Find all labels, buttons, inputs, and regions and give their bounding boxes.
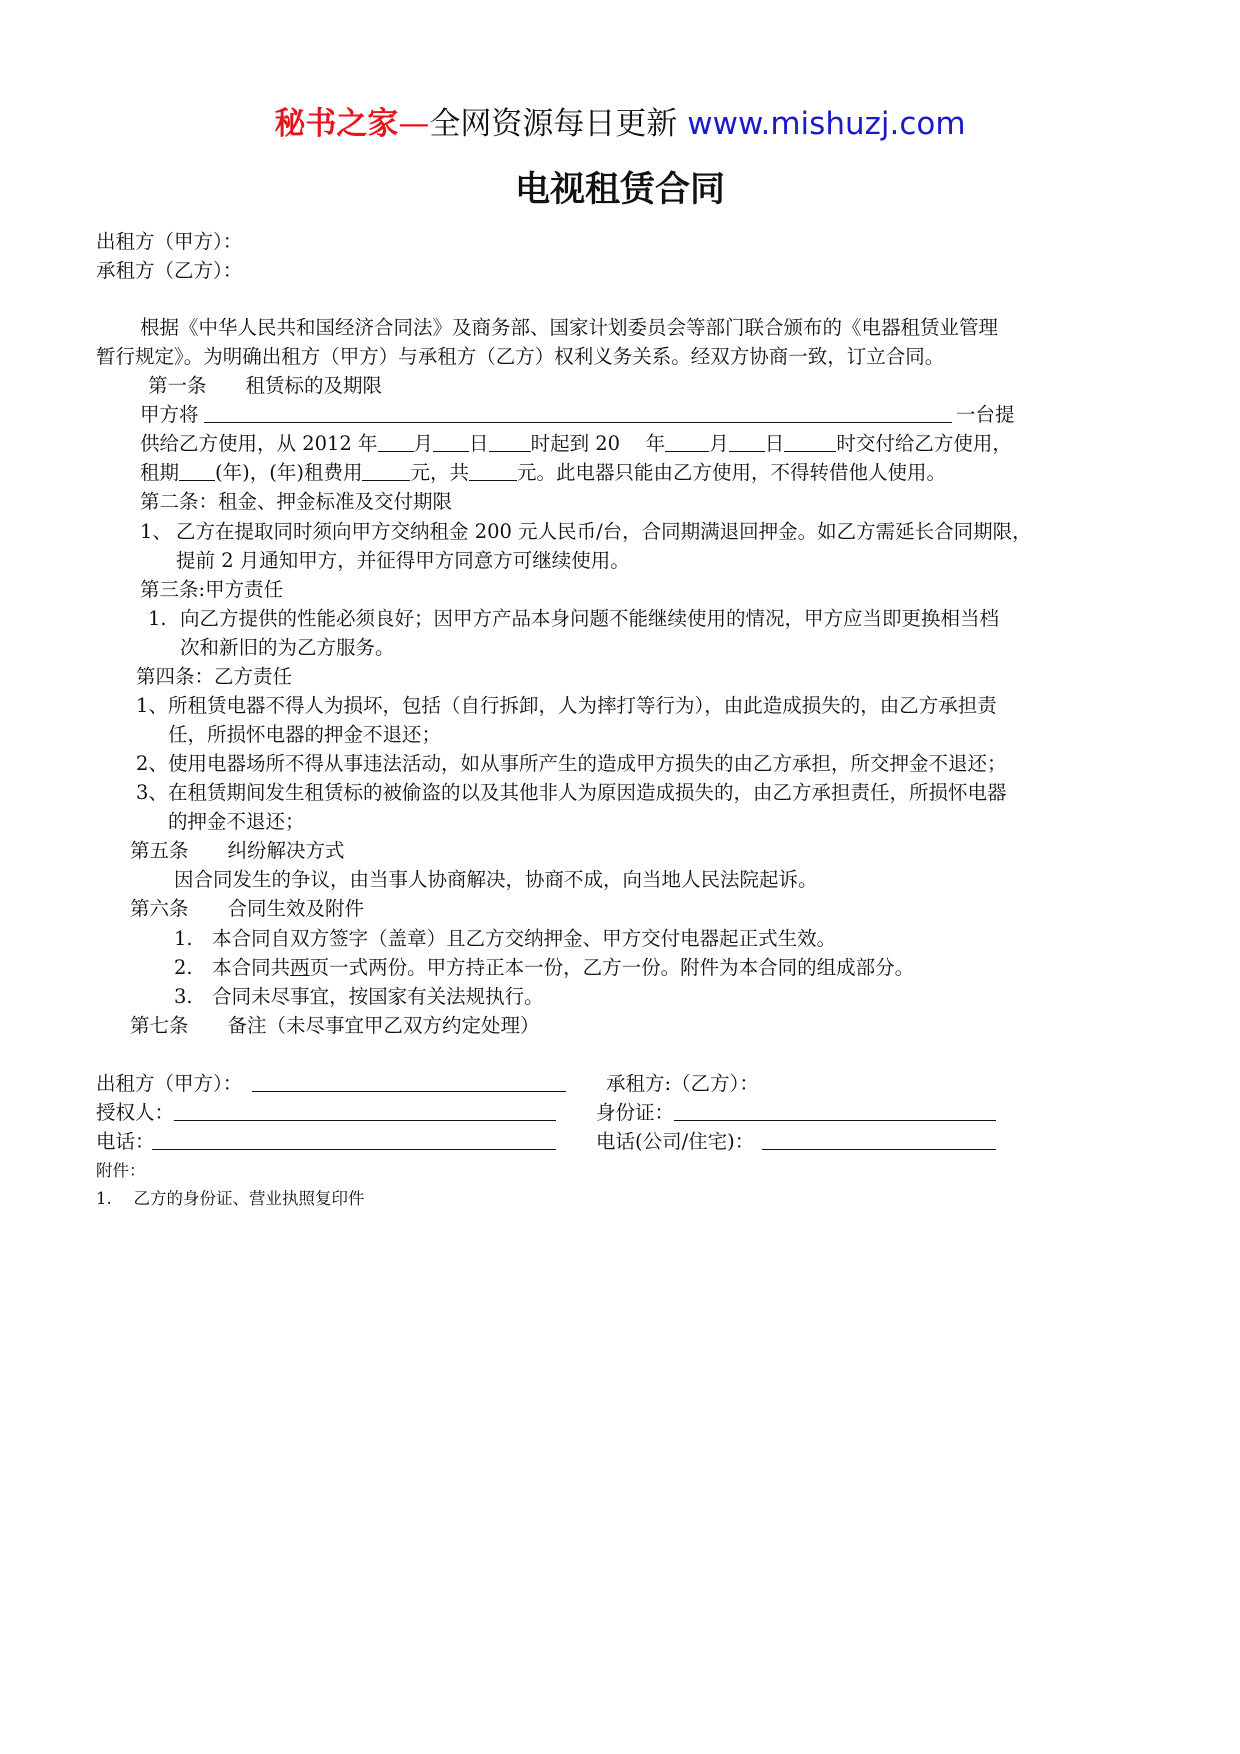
article-4-item-3-number: 3、	[136, 781, 168, 804]
intro-line-1: 根据《中华人民共和国经济合同法》及商务部、国家计划委员会等部门联合颁布的《电器租赁业管理	[140, 316, 999, 339]
article-5-heading: 第五条 纠纷解决方式	[130, 839, 345, 862]
sign-phone-company-label: 电话(公司/住宅)：	[596, 1130, 755, 1153]
end-month-label: 月	[709, 432, 729, 455]
start-hour-blank	[489, 431, 531, 452]
day-label: 日	[469, 432, 489, 455]
article-5-body: 因合同发生的争议，由当事人协商解决，协商不成，向当地人民法院起诉。	[174, 868, 818, 891]
sign-lessee-label: 承租方:（乙方）：	[606, 1072, 759, 1095]
fee-label: (年)，(年)租费用	[215, 461, 363, 484]
article-6-item-3: 3. 合同未尽事宜，按国家有关法规执行。	[174, 985, 544, 1008]
banner-brand: 秘书之家	[274, 106, 399, 142]
article-7-heading: 第七条 备注（未尽事宜甲乙双方约定处理）	[130, 1014, 540, 1037]
end-month-blank	[665, 431, 709, 452]
article-4-item-2-line-1: 使用电器场所不得从事违法活动，如从事所产生的造成甲方损失的由乙方承担，所交押金不退还；	[168, 752, 1007, 775]
banner-dash: —	[398, 106, 430, 142]
sign-agent-blank	[174, 1120, 556, 1121]
article-4-item-1-line-1: 所租赁电器不得人为损坏，包括（自行拆卸，人为摔打等行为），由此造成损失的，由乙方承担责	[168, 694, 997, 717]
article-1-from-label: 供给乙方使用，从 2012 年	[140, 432, 378, 455]
article-1-line-1-start: 甲方将	[140, 403, 199, 426]
article-3-item-1-number: 1.	[148, 607, 167, 630]
article-1-heading: 第一条 租赁标的及期限	[148, 374, 383, 397]
sign-id-blank	[674, 1120, 996, 1121]
sign-phone-label: 电话：	[96, 1130, 155, 1153]
article-4-item-3-line-2: 的押金不退还；	[168, 810, 305, 833]
lessor-line: 出租方（甲方）：	[96, 230, 243, 253]
article-2-item-1-line-1: 乙方在提取同时须向甲方交纳租金 200 元人民币/台，合同期满退回押金。如乙方需延长合同期限，	[176, 520, 1032, 543]
banner-slogan: 全网资源每日更新	[429, 106, 678, 142]
banner-url-link[interactable]: www.mishuzj.com	[687, 106, 966, 142]
article-4-item-1-number: 1、	[136, 694, 168, 717]
sign-lessor-label: 出租方（甲方）：	[96, 1072, 243, 1095]
fee-blank	[362, 460, 410, 481]
end-hour-blank	[784, 431, 836, 452]
page-count-value: 两	[290, 956, 310, 979]
month-label: 月	[413, 432, 434, 455]
attachment-item-1: 1. 乙方的身份证、营业执照复印件	[96, 1189, 365, 1208]
article-1-line-2	[140, 430, 1012, 458]
tv-description-blank	[204, 422, 952, 423]
article-1-line-3	[140, 459, 946, 487]
sign-lessor-blank	[252, 1091, 566, 1092]
article-2-item-1-number: 1、	[140, 520, 172, 543]
article-2-item-1-line-2: 提前 2 月通知甲方，并征得甲方同意方可继续使用。	[176, 549, 630, 572]
article-3-item-1-line-1: 向乙方提供的性能必须良好；因甲方产品本身问题不能继续使用的情况，甲方应当即更换相当档	[180, 607, 1000, 630]
article-6-item-2	[174, 954, 914, 982]
sign-agent-label: 授权人：	[96, 1101, 175, 1124]
term-blank	[179, 460, 215, 481]
article-6-item-2-start: 2. 本合同共	[174, 956, 291, 979]
start-day-blank	[433, 431, 469, 452]
article-4-heading: 第四条：乙方责任	[136, 665, 293, 688]
article-6-item-2-end: 页一式两份。甲方持正本一份，乙方一份。附件为本合同的组成部分。	[309, 956, 915, 979]
end-day-label: 日	[764, 432, 785, 455]
sign-id-label: 身份证：	[596, 1101, 675, 1124]
total-label: 元，共	[410, 461, 469, 484]
sign-phone-blank	[152, 1149, 556, 1150]
article-6-heading: 第六条 合同生效及附件	[130, 897, 365, 920]
article-6-item-1: 1. 本合同自双方签字（盖章）且乙方交纳押金、甲方交付电器起正式生效。	[174, 927, 837, 950]
document-title: 电视租赁合同	[514, 170, 725, 210]
article-4-item-2-number: 2、	[136, 752, 168, 775]
article-3-item-1-line-2: 次和新旧的为乙方服务。	[180, 636, 395, 659]
intro-line-2: 暂行规定》。为明确出租方（甲方）与承租方（乙方）权利义务关系。经双方协商一致，订立合同。	[96, 345, 945, 368]
article-4-item-1-line-2: 任，所损怀电器的押金不退还；	[168, 723, 442, 746]
attachments-label: 附件：	[96, 1161, 146, 1180]
article-1-line-1-end: 一台提	[956, 403, 1015, 426]
to-year-label: 时起到 20 年	[530, 432, 666, 455]
end-day-blank	[729, 431, 765, 452]
site-banner	[0, 104, 1240, 144]
usage-restriction: 元。此电器只能由乙方使用，不得转借他人使用。	[516, 461, 946, 484]
term-label: 租期	[140, 461, 180, 484]
start-month-blank	[378, 431, 414, 452]
lessee-line: 承租方（乙方）：	[96, 259, 243, 282]
sign-phone-company-blank	[762, 1149, 996, 1150]
article-2-heading: 第二条：租金、押金标准及交付期限	[140, 490, 453, 513]
article-3-heading: 第三条:甲方责任	[140, 578, 284, 601]
article-4-item-3-line-1: 在租赁期间发生租赁标的被偷盗的以及其他非人为原因造成损失的，由乙方承担责任，所损怀电器	[168, 781, 1007, 804]
delivery-label: 时交付给乙方使用，	[836, 432, 1012, 455]
total-blank	[469, 460, 517, 481]
